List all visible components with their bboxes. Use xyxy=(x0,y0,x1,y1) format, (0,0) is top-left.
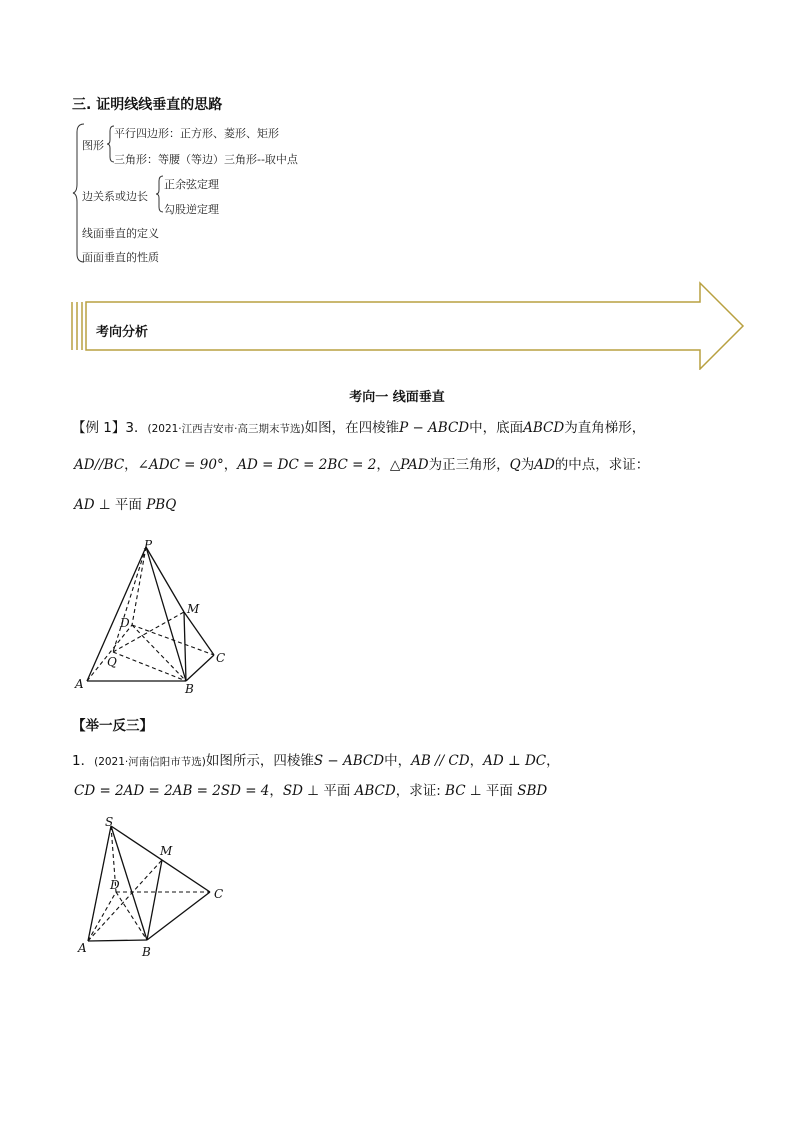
practice-figure xyxy=(72,812,242,962)
label-D: D xyxy=(110,878,120,892)
math: AD xyxy=(74,497,95,513)
math: ABCD xyxy=(354,783,396,799)
text: 中， xyxy=(384,753,412,769)
example1-line1 xyxy=(72,418,645,439)
label-B: B xyxy=(142,945,151,959)
label-M: M xyxy=(160,844,173,858)
text: ， xyxy=(124,457,138,473)
math: Q xyxy=(509,457,521,473)
text: ⊥ 平面 xyxy=(465,783,518,799)
side-item-2: 勾股逆定理 xyxy=(164,203,219,216)
label-C: C xyxy=(216,651,226,665)
label-M: M xyxy=(187,602,200,616)
banner-label: 考向分析 xyxy=(96,325,149,340)
math: AB // CD xyxy=(411,753,470,769)
shape-item-1: 平行四边形：正方形、菱形、矩形 xyxy=(114,127,279,140)
text: ， xyxy=(546,753,560,769)
example1-source: (2021·江西吉安市·高三期末节选) xyxy=(147,423,305,435)
label-A: A xyxy=(78,941,87,955)
text: 如图，在四棱锥 xyxy=(304,420,400,436)
example1-number: 3． xyxy=(125,420,148,436)
example1-line3 xyxy=(74,495,176,515)
shape-label: 图形 xyxy=(82,139,104,152)
text: ⊥ 平面 xyxy=(302,783,355,799)
math: PBQ xyxy=(146,497,177,513)
text: ，求证: xyxy=(395,783,446,799)
example1-figure xyxy=(70,535,240,700)
text: ， xyxy=(376,457,390,473)
label-B: B xyxy=(185,682,194,696)
math: AD ⊥ DC xyxy=(483,753,547,769)
practice-source: (2021·河南信阳市节选) xyxy=(94,756,206,768)
math-pyramid: P − ABCD xyxy=(399,420,470,436)
math: AD xyxy=(534,457,555,473)
text: 的中点，求证： xyxy=(554,457,650,473)
math: SBD xyxy=(517,783,548,799)
side-label: 边关系或边长 xyxy=(82,190,148,203)
side-item-1: 正余弦定理 xyxy=(164,178,219,191)
text: 中，底面 xyxy=(469,420,524,436)
shape-item-2: 三角形：等腰（等边）三角形--取中点 xyxy=(114,153,298,166)
math: ∠ADC = 90° xyxy=(137,457,224,473)
practice-heading: 【举一反三】 xyxy=(72,718,153,734)
text: ， xyxy=(269,783,283,799)
label-S: S xyxy=(105,815,114,829)
math: CD = 2AD = 2AB = 2SD = 4 xyxy=(74,783,270,799)
math: S − ABCD xyxy=(313,753,385,769)
line-plane-definition: 线面垂直的定义 xyxy=(82,227,159,240)
label-D: D xyxy=(120,616,130,630)
text: 为直角梯形， xyxy=(564,420,646,436)
practice-line1 xyxy=(72,751,560,772)
text: 为 xyxy=(520,457,535,473)
math-base: ABCD xyxy=(523,420,565,436)
section-title: 三. 证明线线垂直的思路 xyxy=(72,97,223,113)
example1-tag: 【例 1】 xyxy=(72,420,126,436)
topic-title: 考向一 线面垂直 xyxy=(349,390,445,405)
practice-line2 xyxy=(74,781,547,801)
label-A: A xyxy=(75,677,84,691)
plane-plane-property: 面面垂直的性质 xyxy=(82,251,159,264)
math: AD//BC xyxy=(74,457,125,473)
example1-line2 xyxy=(74,455,649,475)
label-C: C xyxy=(214,887,224,901)
math: △PAD xyxy=(389,457,429,473)
text: ， xyxy=(469,753,484,769)
text: 为正三角形， xyxy=(428,457,510,473)
practice-number: 1． xyxy=(72,753,95,769)
math: AD = DC = 2BC = 2 xyxy=(237,457,377,473)
math: BC xyxy=(445,783,466,799)
label-P: P xyxy=(144,538,153,552)
text: ， xyxy=(223,457,238,473)
label-Q: Q xyxy=(107,655,117,669)
arrow-banner xyxy=(68,280,748,370)
text: 如图所示，四棱锥 xyxy=(205,753,314,769)
math: SD xyxy=(282,783,303,799)
text: ⊥ 平面 xyxy=(94,497,147,513)
